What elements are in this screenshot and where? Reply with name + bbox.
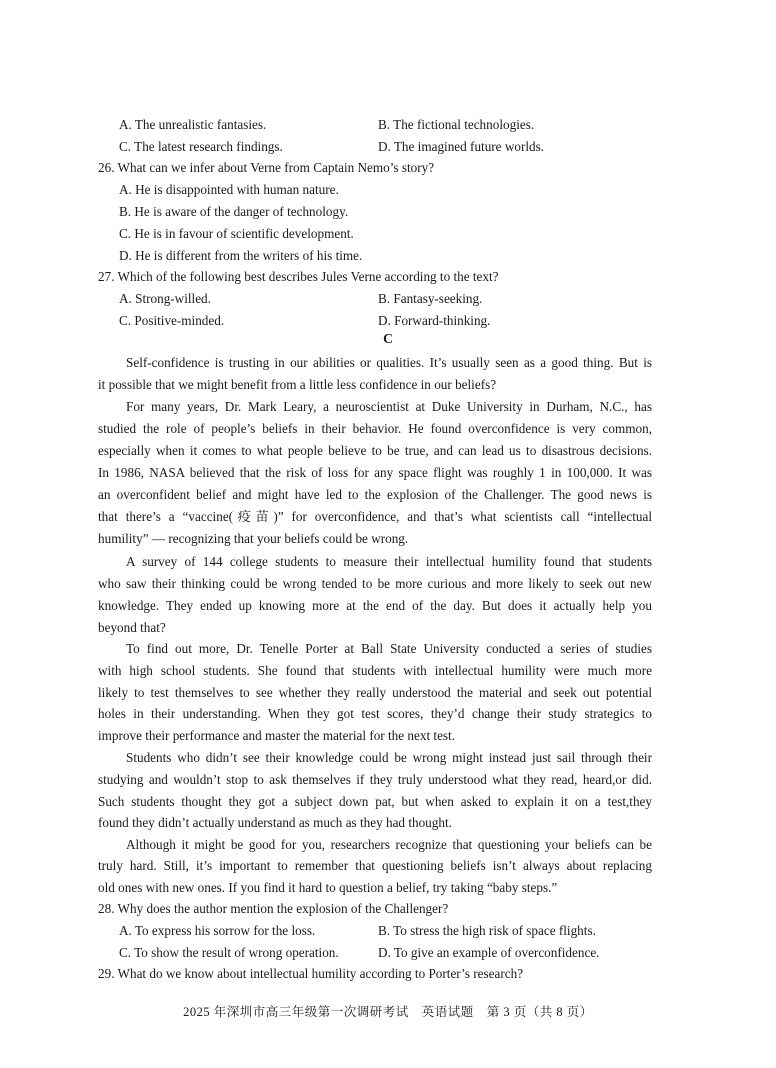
q26-option-a: A. He is disappointed with human nature. xyxy=(119,182,339,197)
passage-line: studying and wouldn’t stop to ask themselves if they truly understood what they read, heard,or did. xyxy=(98,772,652,787)
q28-option-c: C. To show the result of wrong operation. xyxy=(119,945,339,960)
page-footer: 2025 年深圳市高三年级第一次调研考试 英语试题 第 3 页（共 8 页） xyxy=(183,1005,593,1019)
passage-line: humility” — recognizing that your beliefs could be wrong. xyxy=(98,531,409,546)
passage-line: In 1986, NASA believed that the risk of loss for any space flight was roughly 1 in 100,000. It was xyxy=(98,465,652,480)
passage-line: especially when it comes to what people believe to be true, and can lead us to disastrous decisions. xyxy=(98,443,652,458)
passage-line: with high school students. She found that students with intellectual humility were much more xyxy=(98,663,652,678)
passage-line: old ones with new ones. If you find it hard to question a belief, try taking “baby steps.” xyxy=(98,880,558,895)
q26-stem: 26. What can we infer about Verne from Captain Nemo’s story? xyxy=(98,160,435,175)
passage-line: likely to test themselves to see whether they really understood the material and seek out potential xyxy=(98,685,652,700)
passage-line: that there’s a “vaccine(疫苗)” for overconfidence, and that’s what scientists call “intellectual xyxy=(98,509,652,524)
section-heading: C xyxy=(383,331,393,346)
passage-line: holes in their understanding. When they got test scores, they’d change their study strategics to xyxy=(98,706,652,721)
q27-option-c: C. Positive-minded. xyxy=(119,313,225,328)
q27-option-b: B. Fantasy-seeking. xyxy=(378,291,483,306)
q27-stem: 27. Which of the following best describes Jules Verne according to the text? xyxy=(98,269,499,284)
passage-line: A survey of 144 college students to measure their intellectual humility found that students xyxy=(126,554,652,569)
passage-line: improve their performance and master the material for the next test. xyxy=(98,728,456,743)
passage-line: Self-confidence is trusting in our abilities or qualities. It’s usually seen as a good thing. But is xyxy=(126,355,652,370)
passage-line: Students who didn’t see their knowledge could be wrong might instead just sail through their xyxy=(126,750,652,765)
q28-option-b: B. To stress the high risk of space flights. xyxy=(378,923,596,938)
passage-line: For many years, Dr. Mark Leary, a neuroscientist at Duke University in Durham, N.C., has xyxy=(126,399,652,414)
q25-option-a: A. The unrealistic fantasies. xyxy=(119,117,267,132)
q26-option-b: B. He is aware of the danger of technology. xyxy=(119,204,349,219)
q29-stem: 29. What do we know about intellectual humility according to Porter’s research? xyxy=(98,966,524,981)
passage-line: it possible that we might benefit from a little less confidence in our beliefs? xyxy=(98,377,497,392)
passage-line: beyond that? xyxy=(98,620,166,635)
q25-option-b: B. The fictional technologies. xyxy=(378,117,535,132)
q25-option-c: C. The latest research findings. xyxy=(119,139,283,154)
q28-option-a: A. To express his sorrow for the loss. xyxy=(119,923,316,938)
passage-line: Such students thought they got a subject down pat, but when asked to explain it on a test,they xyxy=(98,794,652,809)
passage-line: knowledge. They ended up knowing more at the end of the day. But does it actually help you xyxy=(98,598,652,613)
q27-option-a: A. Strong-willed. xyxy=(119,291,211,306)
passage-line: Although it might be good for you, researchers recognize that questioning your beliefs can be xyxy=(126,837,652,852)
passage-line: found they didn’t actually understand as much as they had thought. xyxy=(98,815,452,830)
passage-line: truly hard. Still, it’s important to remember that questioning beliefs isn’t always about replacing xyxy=(98,858,652,873)
q26-option-d: D. He is different from the writers of his time. xyxy=(119,248,363,263)
passage-line: To find out more, Dr. Tenelle Porter at Ball State University conducted a series of studies xyxy=(126,641,652,656)
q28-stem: 28. Why does the author mention the explosion of the Challenger? xyxy=(98,901,449,916)
q25-option-d: D. The imagined future worlds. xyxy=(378,139,545,154)
passage-line: an overconfident belief and might have led to the explosion of the Challenger. The good news is xyxy=(98,487,652,502)
q28-option-d: D. To give an example of overconfidence. xyxy=(378,945,600,960)
passage-line: who saw their thinking could be wrong tended to be more curious and more likely to seek out new xyxy=(98,576,652,591)
passage-line: studied the role of people’s beliefs in their behavior. He found overconfidence is very common, xyxy=(98,421,652,436)
q27-option-d: D. Forward-thinking. xyxy=(378,313,491,328)
q26-option-c: C. He is in favour of scientific development. xyxy=(119,226,354,241)
